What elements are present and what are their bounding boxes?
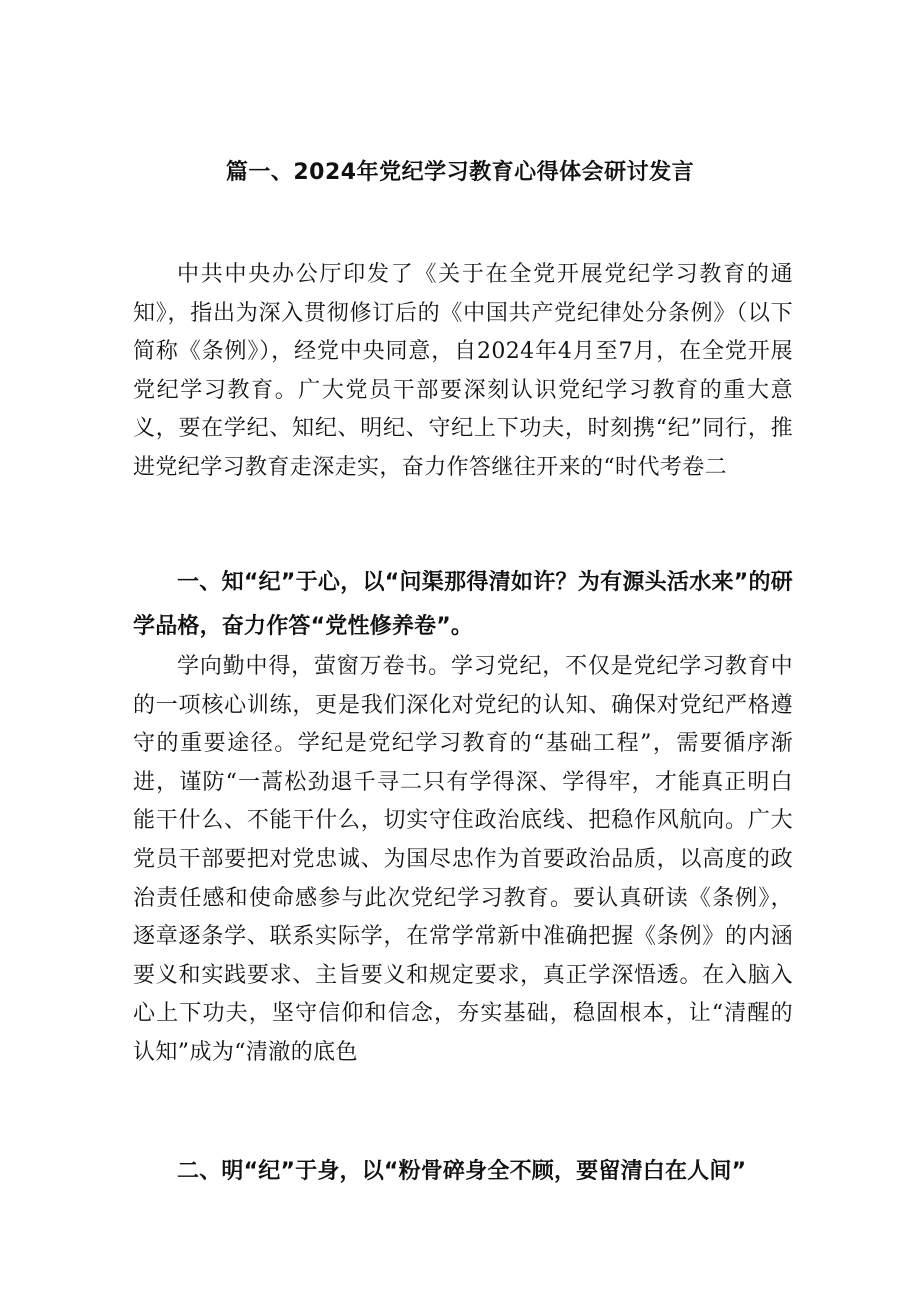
intro-paragraph: 中共中央办公厅印发了《关于在全党开展党纪学习教育的通知》，指出为深入贯彻修订后的《中国共产党纪律处分条例》（以下简称《条例》），经党中央同意，自2024年4月至7月，在全党开展党纪学习教育。广大党员干部要深刻认识党纪学习教育的重大意义，要在学纪、知纪、明纪、守纪上下功夫，时刻携“纪”同行，推进党纪学习教育走深走实，奋力作答继往开来的“时代考卷二 xyxy=(133,262,793,480)
section-2-heading: 二、明“纪”于身，以“粉骨碎身全不顾，要留清白在人间” xyxy=(177,1159,747,1184)
section-1-heading: 一、知“纪”于心，以“问渠那得清如许？为有源头活水来”的研学品格，奋力作答“党性修养卷”。 xyxy=(133,570,793,639)
section-1-body: 学向勤中得，萤窗万卷书。学习党纪，不仅是党纪学习教育中的一项核心训练，更是我们深化对党纪的认知、确保对党纪严格遵守的重要途径。学纪是党纪学习教育的“基础工程”，需要循序渐进，谨防“一蒿松劲退千寻二只有学得深、学得牢，才能真正明白能干什么、不能干什么，切实守住政治底线、把稳作风航向。广大党员干部要把对党忠诚、为国尽忠作为首要政治品质，以高度的政治责任感和使命感参与此次党纪学习教育。要认真研读《条例》，逐章逐条学、联系实际学，在常学常新中准确把握《条例》的内涵要义和实践要求、主旨要义和规定要求，真正学深悟透。在入脑入心上下功夫，坚守信仰和信念，夯实基础，稳固根本，让“清醒的认知”成为“清澈的底色 xyxy=(133,654,793,1065)
document-title: 篇一、2024年党纪学习教育心得体会研讨发言 xyxy=(225,160,695,185)
